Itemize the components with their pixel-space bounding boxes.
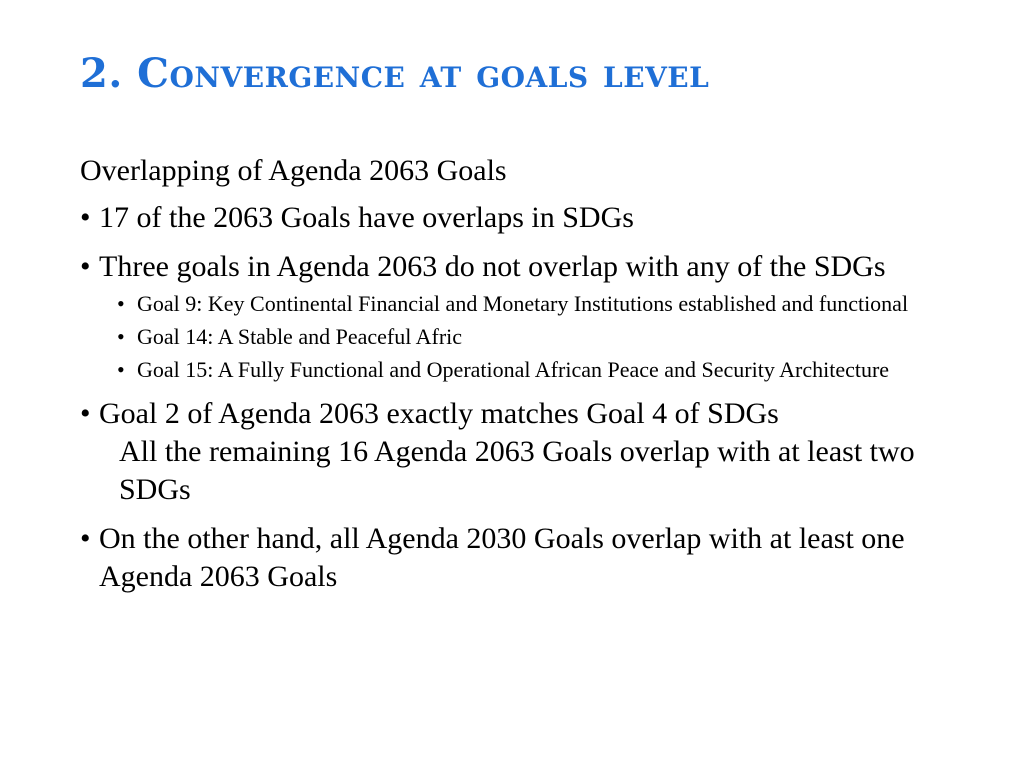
sub-bullet-item (117, 290, 960, 318)
bullet-dot-icon: • (80, 522, 91, 555)
bullet-text: Goal 2 of Agenda 2063 exactly matches Goal 4 of SDGs (99, 397, 779, 430)
bullet-dot-icon: • (117, 291, 125, 316)
bullet-text: On the other hand, all Agenda 2030 Goals overlap with at least one Agenda 2063 Goals (99, 522, 905, 593)
bullet-item (80, 395, 960, 509)
bullet-text: Three goals in Agenda 2063 do not overlap with any of the SDGs (99, 250, 886, 283)
bullet-dot-icon: • (80, 250, 91, 283)
bullet-dot-icon: • (80, 397, 91, 430)
sub-bullet-item (117, 356, 960, 384)
bullet-item (80, 199, 960, 237)
slide-body (80, 152, 960, 607)
sub-bullet-text: Goal 14: A Stable and Peaceful Afric (137, 324, 463, 349)
bullet-continuation-text: All the remaining 16 Agenda 2063 Goals overlap with at least two SDGs (119, 435, 915, 506)
bullet-item (80, 520, 960, 596)
sub-bullet-text: Goal 9: Key Continental Financial and Monetary Institutions established and functional (137, 291, 909, 316)
bullet-dot-icon: • (117, 324, 125, 349)
slide-title: 2. Convergence at goals level (80, 50, 710, 97)
sub-bullet-text: Goal 15: A Fully Functional and Operational African Peace and Security Architecture (137, 357, 890, 382)
intro-text: Overlapping of Agenda 2063 Goals (80, 154, 507, 187)
bullet-dot-icon: • (117, 357, 125, 382)
bullet-text: 17 of the 2063 Goals have overlaps in SDGs (99, 201, 634, 234)
bullet-dot-icon: • (80, 201, 91, 234)
bullet-item (80, 248, 960, 384)
sub-bullet-item (117, 323, 960, 351)
sub-bullet-list (117, 290, 960, 384)
bullet-list (80, 199, 960, 596)
